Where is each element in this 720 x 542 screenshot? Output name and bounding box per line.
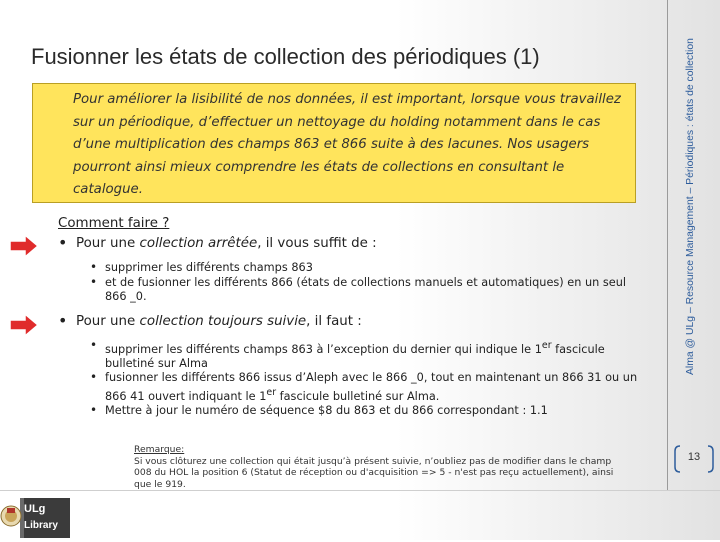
sub-bullet-text: fusionner les différents 866 issus d’Aleph avec le 866 _0, tout en maintenant un 866 31 ou un 866 41 ouvert indiquant le 1 — [105, 371, 638, 403]
logo-library-text: Library — [24, 520, 58, 531]
page-number-text: 13 — [687, 451, 701, 463]
superscript: er — [541, 339, 552, 351]
sub-bullet: • supprimer les différents champs 863 — [85, 261, 643, 276]
sub-bullet — [85, 339, 643, 372]
bullet-text: , il vous suffit de : — [257, 236, 377, 251]
remark-block — [134, 444, 624, 490]
sub-bullet-text: fascicule bulletiné sur Alma — [105, 342, 605, 370]
bullet-text: Pour une — [76, 313, 140, 329]
ulg-library-logo — [0, 494, 70, 538]
vertical-divider — [667, 0, 668, 490]
remark-title: Remarque: — [134, 444, 185, 455]
slide-content — [58, 215, 643, 419]
red-arrow-icon — [10, 314, 38, 336]
how-to-heading: Comment faire ? — [58, 216, 170, 231]
sub-bullet-text: supprimer les différents champs 863 à l’exception du dernier qui indique le 1 — [105, 342, 542, 356]
page-number — [672, 444, 716, 474]
intro-highlight-box — [32, 83, 636, 203]
red-arrow-icon — [10, 235, 38, 257]
bullet-text: Pour une — [76, 236, 140, 251]
sub-bullet-text: fascicule bulletiné sur Alma. — [276, 389, 440, 403]
ulg-seal-icon — [0, 494, 70, 538]
side-label: Alma @ ULg – Resource Management – Périodiques : états de collection — [685, 38, 696, 375]
sub-bullet: • Mettre à jour le numéro de séquence $8 du 863 et du 866 correspondant : 1.1 — [85, 404, 643, 419]
slide-title: Fusionner les états de collection des périodiques (1) — [31, 44, 540, 69]
remark-text: Si vous clôturez une collection qui était jusqu’à présent suivie, n’oubliez pas de modifier dans le champ 008 du HOL la position 6 (Statut de réception ou d'acquisition => 5 - n'est pas reçu actuellement), ainsi que le 919. — [134, 455, 614, 490]
bullet-emphasis: collection arrêtée — [139, 236, 258, 251]
closed-collection-bullet — [58, 235, 643, 253]
logo-ulg-text: ULg — [24, 503, 46, 515]
superscript: er — [266, 386, 277, 398]
sub-bullet: • et de fusionner les différents 866 (états de collections manuels et automatiques) en un seul 866 _0. — [85, 276, 643, 305]
sub-bullet — [85, 371, 643, 404]
ongoing-collection-bullet — [58, 313, 643, 331]
intro-text: Pour améliorer la lisibilité de nos données, il est important, lorsque vous travaillez sur un périodique, d’effectuer un nettoyage du holding notamment dans le cas d’une multiplication des champs 863 et 866 suite à des lacunes. Nos usagers pourront ainsi mieux comprendre les états de collections en consultant le catalogue. — [73, 92, 621, 197]
bullet-emphasis: collection toujours suivie — [139, 313, 307, 329]
bullet-text: , il faut : — [306, 313, 362, 329]
